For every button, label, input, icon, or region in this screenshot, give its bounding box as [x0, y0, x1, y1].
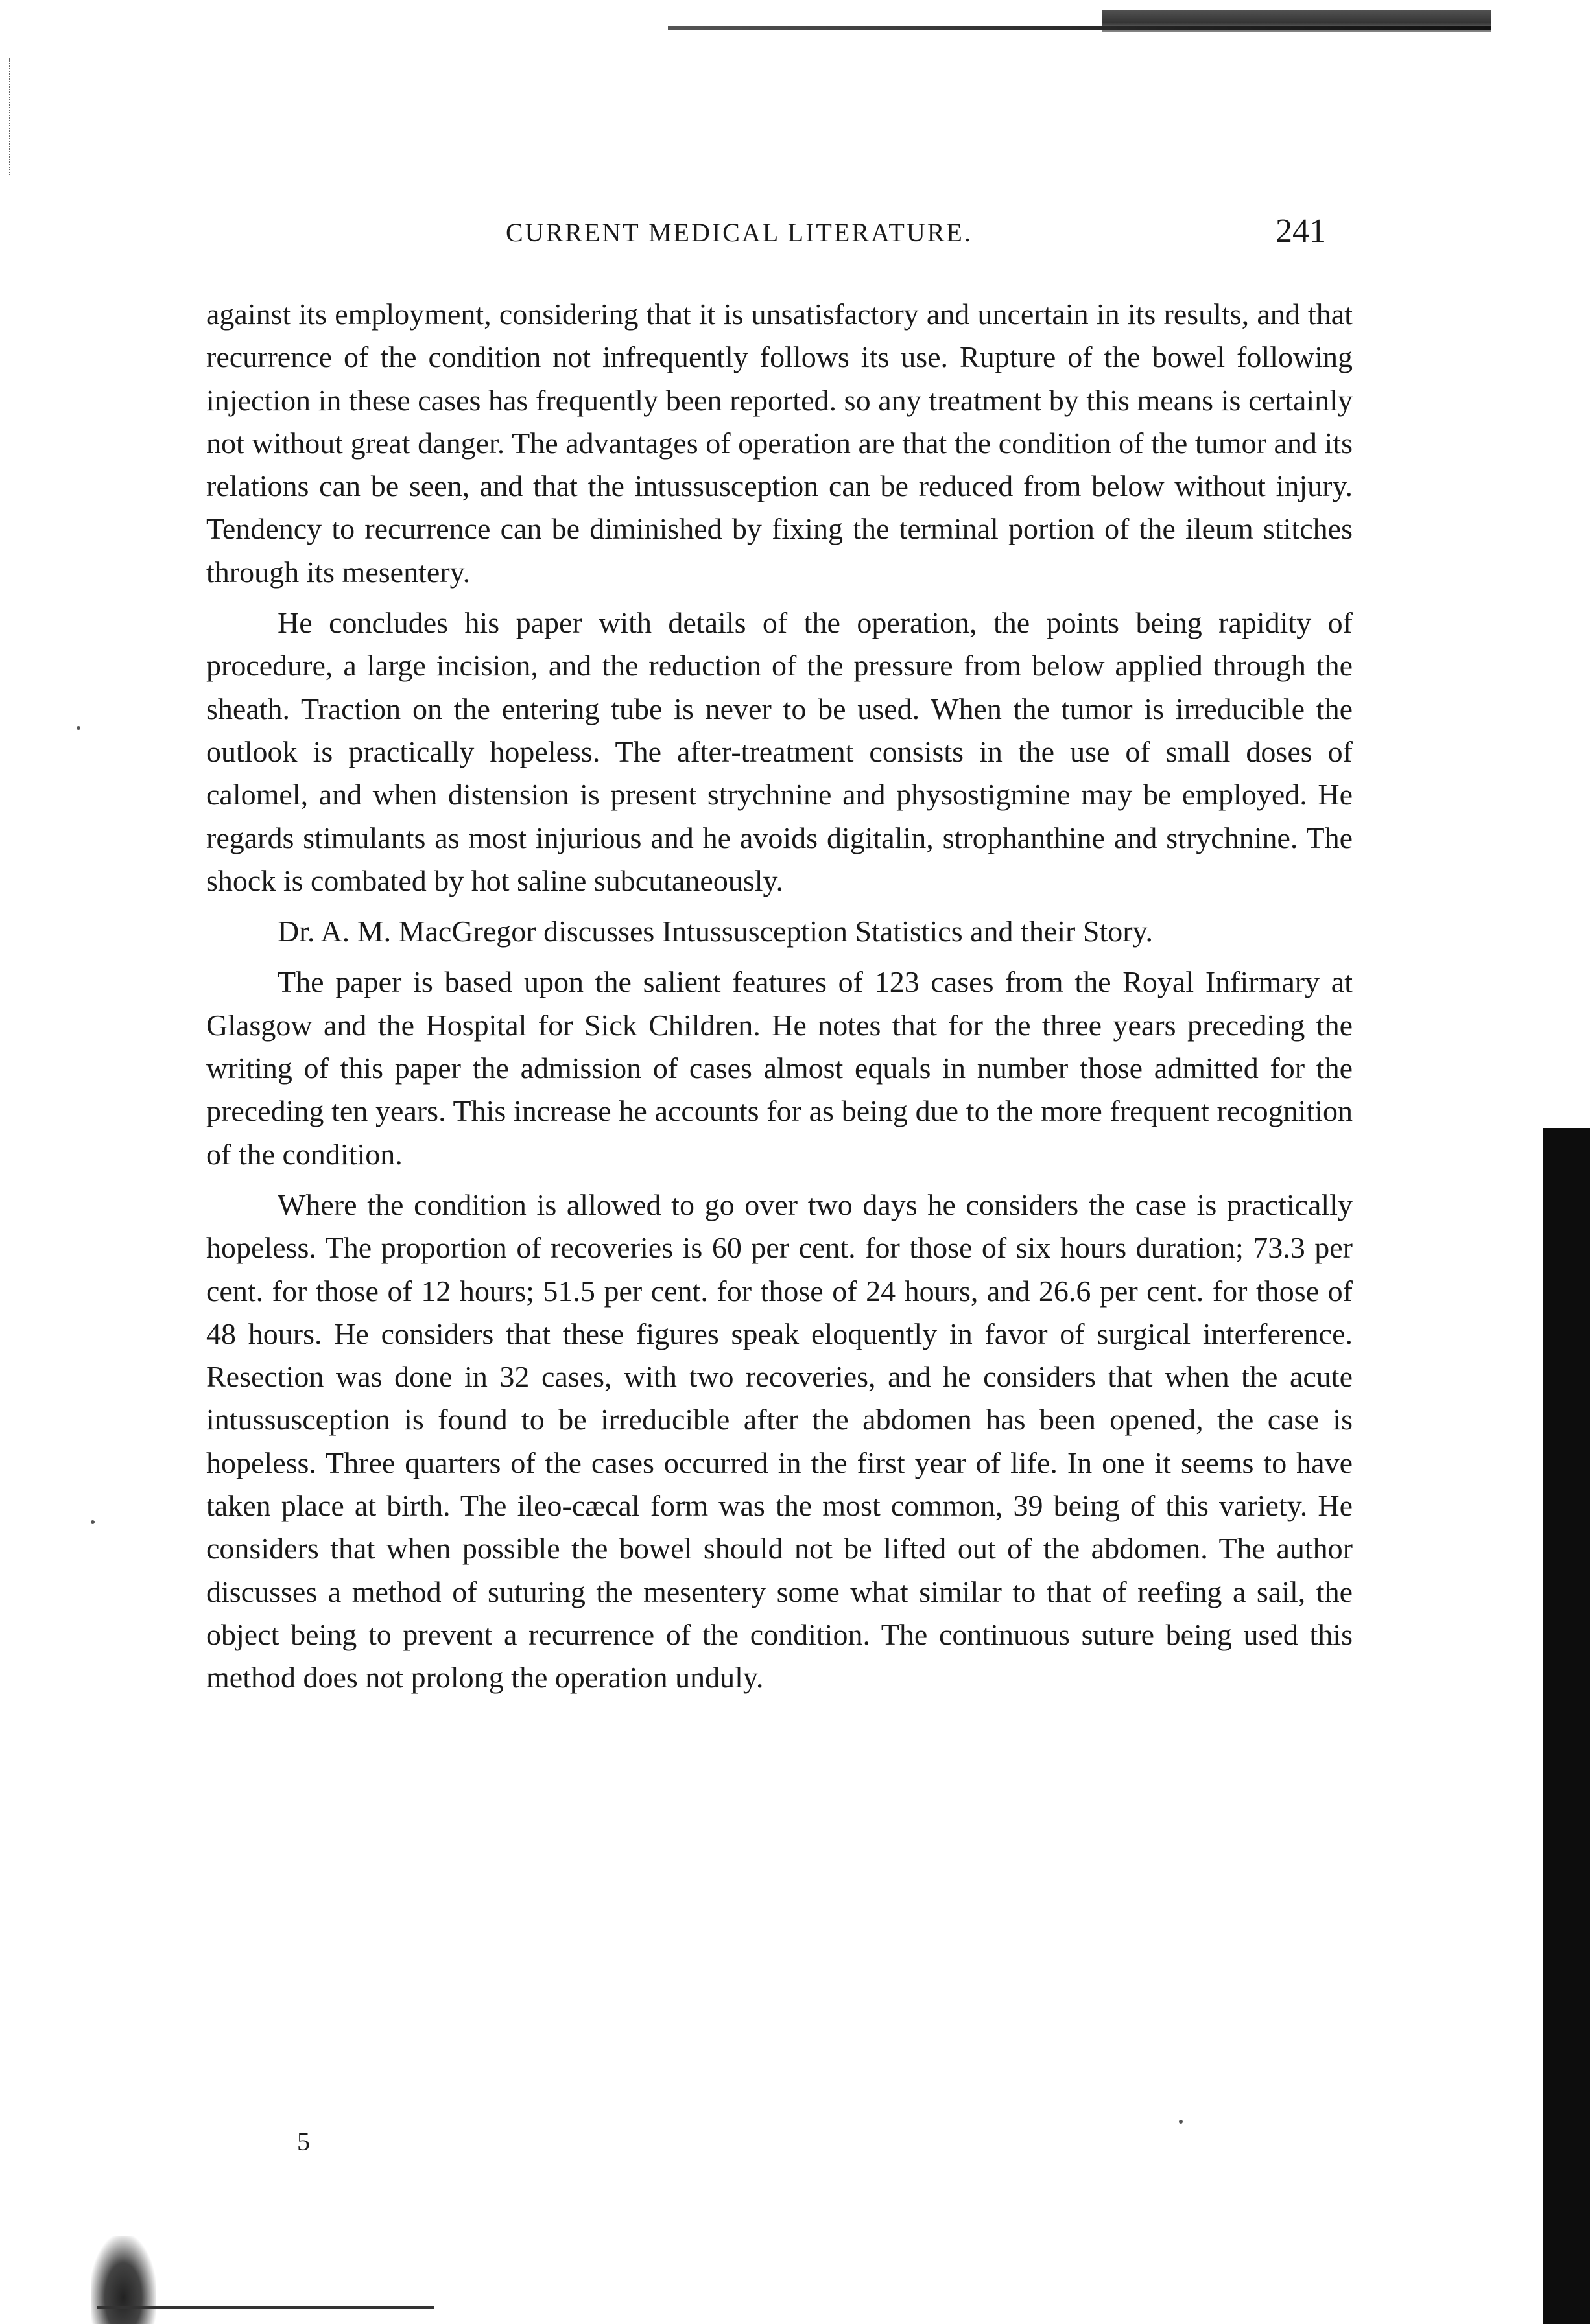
- paragraph-operation-details: He concludes his paper with details of the operation, the points being rapidity of procedure, a large incision, and the reduction of the pressure from below applied through the sheath. Traction on the entering tube is never to be used. When the tumor is irreducible the outlook is practically hopeless. The after-treatment consists in the use of small doses of calomel, and when distension is present strychnine and physostigmine may be employed. He regards stimulants as most injurious and he avoids digitalin, strophanthine and strychnine. The shock is combated by hot saline subcutaneously.: [206, 606, 1353, 897]
- scan-artifact-top-rule: [668, 26, 1491, 30]
- running-head: CURRENT MEDICAL LITERATURE.: [506, 218, 973, 247]
- scan-artifact-bottom-smudge: [91, 2236, 156, 2324]
- paragraph-continued: against its employment, considering that it is unsatisfactory and uncertain in its results, and that recurrence of the condition not infrequently follows its use. Rupture of the bowel following injection in these cases has frequently been reported. so any treatment by this means is certainly not without great danger. The advantages of operation are that the condition of the tumor and its relations can be seen, and that the intussusception can be reduced from below without injury. Tendency to recurrence can be diminished by fixing the terminal portion of the ileum stitches through its mesentery.: [206, 298, 1353, 589]
- page-number: 241: [1276, 213, 1326, 250]
- body-text: [206, 293, 1353, 1700]
- scan-speck: [77, 726, 80, 730]
- signature-mark: 5: [297, 2127, 310, 2156]
- paragraph-paper-basis: The paper is based upon the salient features of 123 cases from the Royal Infirmary at Glasgow and the Hospital for Sick Children. He notes that for the three years preceding the writing of this paper the admission of cases almost equals in number those admitted for the preceding ten years. This increase he accounts for as being due to the more frequent recognition of the condition.: [206, 965, 1353, 1171]
- page-header: [211, 213, 1326, 263]
- scan-artifact-left-edge: [9, 58, 23, 175]
- paragraph-recovery-statistics: Where the condition is allowed to go over two days he considers the case is practically hopeless. The proportion of recoveries is 60 per cent. for those of six hours duration; 73.3 per cent. for those of 12 hours; 51.5 per cent. for those of 24 hours, and 26.6 per cent. for those of 48 hours. He considers that these figures speak eloquently in favor of surgical interference. Resection was done in 32 cases, with two recoveries, and he considers that when the acute intussusception is found to be irreducible after the abdomen has been opened, the case is hopeless. Three quarters of the cases occurred in the first year of life. In one it seems to have taken place at birth. The ileo-cæcal form was the most common, 39 being of this variety. He considers that when possible the bowel should not be lifted out of the abdomen. The author discusses a method of suturing the mesentery some what similar to that of reefing a sail, the object being to prevent a recurrence of the condition. The continuous suture being used this method does not prolong the operation unduly.: [206, 1188, 1353, 1695]
- scan-speck: [91, 1520, 95, 1524]
- scan-artifact-bottom-rule: [97, 2306, 434, 2309]
- scan-artifact-right-bar: [1543, 1128, 1590, 2324]
- paragraph-macgregor-intro: Dr. A. M. MacGregor discusses Intussusception Statistics and their Story.: [278, 915, 1154, 948]
- scan-speck: [1179, 2120, 1183, 2124]
